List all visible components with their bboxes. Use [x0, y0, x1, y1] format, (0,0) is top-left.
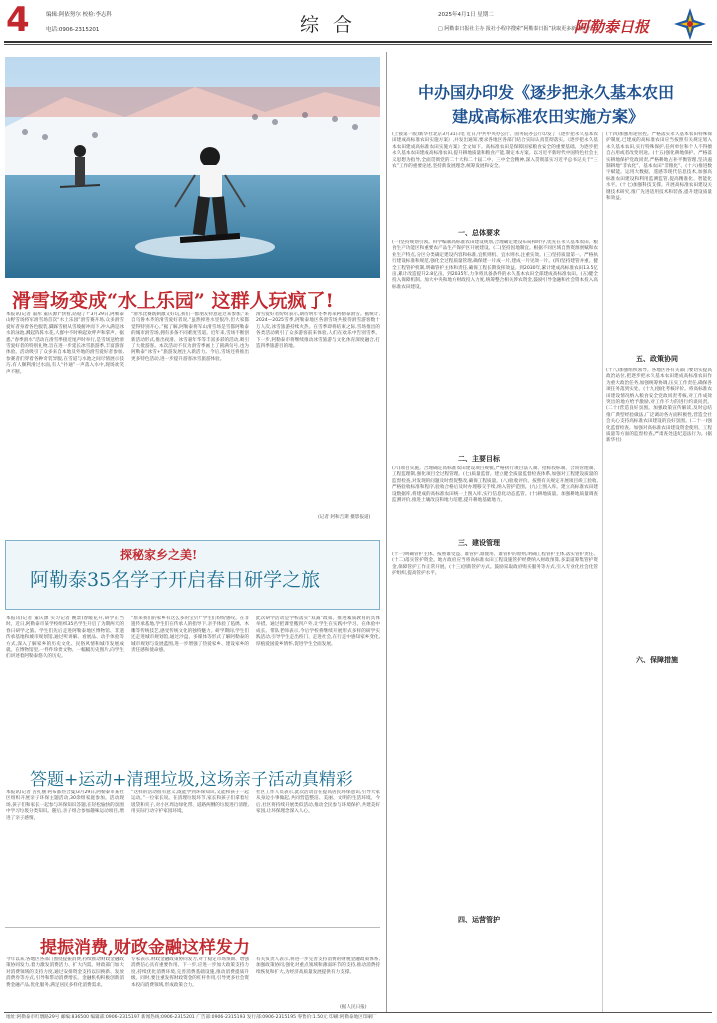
article4-headline: 提振消费,财政金融这样发力: [40, 938, 250, 958]
article2-body-col3: 此次研学活动是学校落实“双减”政策、推进素质教育的具体举措。通过把课堂搬到户外,让学生在实践中学习、在体验中成长。带队老师表示,今后学校将继续开展形式多样的研学实践活动,引导学生走出校门、走进社会,在行走中感知家乡变化,厚植爱国爱乡情怀,促进学生全面发展。: [256, 616, 380, 647]
page-number: 4: [6, 0, 30, 40]
editor-line: 编辑:阿依努尔 校检:李志科: [46, 12, 112, 18]
article4-body-col3: 有关负责人表示,将进一步完善支持消费的财税金融政策体系,加强政策协同,强化对重点领域和薄弱环节的支持,推动消费持续恢复和扩大,为经济高质量发展提供有力支撑。: [256, 957, 380, 975]
main-col1-b: (六)项目实施。合理确定高标准农田建设项目规模,严格执行项目法人制、招标投标制、合同管理制、工程监理制,强化项目全过程管理。(七)质量监督。建立健全质量监督检查体系,加强对工程建设质量的监督检查,对发现的问题及时督促整改,确保工程质量。(八)验收评价。按照有关规定开展项目竣工验收,严格验收标准和程序,验收合格后及时办理移交手续,纳入管护范围。(九)上图入库。建立高标准农田建设数据库,将建成的高标准农田统一上图入库,实行信息化动态监管。(十)耕地质量。加强耕地质量调查监测评价,推进土壤改良和地力培肥,提升耕地基础地力。: [392, 466, 598, 504]
article1-body-col1: 本报讯(记者 董彤 董庆源)“快看,站稳了!”3月29日,阿勒泰山野雪场将军滑雪场首次“水上乐园”滑雪赛开场,众多滑雪爱好者身着各色服装,脚踩雪板从雪坡俯冲而下,冲入满是冰水的泳池,溅起阵阵水花,人群中不时响起欢呼声和掌声。据悉,“春季滑水”活动在滑雪季接近尾声时举行,是雪场送给滑雪爱好者的特别礼物,旨在进一步延长冰雪旅游季,丰富游客体验。活动吸引了众多来自本地及外地的滑雪爱好者参加,参赛者们穿着各种奇装异服,在雪道与水池之间尽情展示技巧,有人顺利滑过水面,有人“扑通”一声落入水中,现场欢笑声不断。: [6, 312, 124, 375]
main-headline-prefix: 中办国办印发: [418, 83, 515, 102]
main-col1-a: (一)坚持规划引领。科学编制高标准农田建设规划,合理确定建设布局和时序,优先在永久基本农田、粮食生产功能区和重要农产品生产保护区开展建设。(二)坚持因地制宜。根据不同区域自然资源禀赋和农业生产特点,分区分类确定建设内容和标准,宜机则机、宜水则水,注重实效。(三)坚持质量第一。严格执行建设标准和规范,强化全过程质量管理,确保建一片成一片,建成一片见效一片。(四)坚持建管并重。健全工程管护机制,明确管护主体和责任,确保工程长期发挥效益。到2030年,累计建成高标准农田13.5亿亩,累计改造提升2.8亿亩。到2035年,力争将具备条件的永久基本农田全部建成高标准农田。(五)健全投入保障机制。加大中央和地方财政投入力度,统筹整合相关涉农资金,鼓励引导金融和社会资本投入高标准农田建设。: [392, 240, 598, 290]
article3-body-col1: 本报讯(记者 古扎丽 阿布都热合曼)3月29日,阿勒泰市某社区组织开展亲子环保主题活动,30余组家庭参加。活动现场,孩子们和家长一起参与环保知识答题,在轻松愉快的氛围中学习垃圾分类知识。随后,亲子组合参加趣味运动项目,增进了亲子感情。: [6, 790, 124, 821]
main-intro: (上接第一版)新华社北京3月31日电 近日,中共中央办公厅、国务院办公厅印发了《逐步把永久基本农田建成高标准农田实施方案》,并发出通知,要求各地区各部门结合实际认真贯彻落实。《逐步把永久基本农田建成高标准农田实施方案》全文如下。高标准农田是保障国家粮食安全的重要基础。为逐步把永久基本农田建成高标准农田,提升耕地质量和粮食产能,制定本方案。以习近平新时代中国特色社会主义思想为指导,全面贯彻党的二十大和二十届二中、三中全会精神,深入贯彻落实习近平总书记关于“三农”工作的重要论述,坚持新发展理念,统筹发展和安全。: [392, 132, 598, 170]
article2-body-col1: 本报讯(记者 董庆源 实习记者 姚景)春暖花开,研学正当时。近日,阿勒泰市某学校组织35名学生开启了为期两天的春日研学之旅。学生们先后走进阿勒泰地区博物馆、非遗传承基地和城市规划馆,通过听讲解、看展品、动手体验等方式,深入了解家乡的历史文化、民俗风情和城市发展成就。在博物馆里,一件件珍贵文物、一幅幅历史图片,向学生们讲述着阿勒泰悠久的历史。: [6, 616, 124, 660]
main-col1-c: (十一)明确管护主体。按照谁受益、谁管护,谁使用、谁管护的原则,明确工程管护主体,落实管护责任。(十二)落实管护资金。地方政府应当将高标准农田工程设施管护经费纳入财政预算,多渠道筹集管护资金,保障管护工作正常开展。(十三)创新管护方式。鼓励采取政府购买服务等方式,引入专业化社会化管护组织,提高管护水平。: [392, 552, 598, 577]
footer-info: 地址:阿勒泰市红墩路29号 邮编:836500 编辑部:0906-2315197 新闻热线:0906-2315201 广告部:0906-2315193 发行部:0906-2315195 零售价:1.50元 印刷:阿勒泰地区印刷厂: [6, 1015, 377, 1020]
news-box: [438, 25, 591, 32]
article1-headline: 滑雪场变成“水上乐园” 这群人玩疯了!: [12, 290, 334, 312]
section-heading-5: 五、政策协同: [636, 355, 678, 363]
section-heading-4: 四、运营管护: [458, 916, 500, 924]
article4-body-col1: 今年以来,各地区各部门围绕提振消费,持续推动财政金融政策协同发力,着力激发消费活力、扩大内需。财政部门加大对消费领域的支持力度,通过安排资金支持以旧换新、发放消费券等方式,引导和带动消费增长。金融机构积极创新消费金融产品,优化服务,满足居民多样化消费需求。: [6, 957, 124, 988]
article3-body-col3: 社区工作人员表示,此次活动旨在提高居民环保意识,引导大家从身边小事做起,共同营造整洁、美丽、文明的生活环境。今后,社区将持续开展类似活动,推动全民参与环境保护,共建美好家园,让环保理念深入人心。: [256, 790, 380, 815]
banner-kicker: 探秘家乡之美!: [120, 548, 198, 562]
newspaper-logo: 阿勒泰日报: [574, 18, 650, 36]
section-heading-6: 六、保障措施: [636, 656, 678, 664]
article1-body-col3: 滑雪爱好者纷纷表示,期待明年冬季再来阿勒泰滑雪。据统计,2024—2025雪季,阿勒泰地区各滑雪场共接待滑雪游客数十万人次,冰雪旅游持续火热。在雪季即将结束之际,雪场推出的各类活动吸引了众多游客前来体验,人们在欢乐中告别雪季。下一步,阿勒泰市将继续推动冰雪旅游与文化体育深度融合,打造四季旅游目的地。: [256, 312, 380, 350]
main-col2-a: (十四)加强用途管控。严格落实永久基本农田特殊保护制度,已建成的高标准农田应当按照有关规定划入永久基本农田,实行特殊保护,任何单位和个人不得擅自占用或者改变用途。(十五)强化耕地保护。严格落实耕地保护党政同责,严格耕地占补平衡管理,坚决遏制耕地“非农化”、基本农田“非粮化”。(十六)推进数字赋能。运用大数据、遥感等现代信息技术,加强高标准农田建设和利用监测监管,提高精准化、智能化水平。(十七)加强科技支撑。开展高标准农田建设关键技术研究,推广先进适用技术和装备,提升建设质量和效益。: [606, 132, 712, 202]
section-heading-3: 三、建设管理: [458, 539, 500, 547]
main-headline-line1: [418, 80, 674, 103]
section-heading-1: 一、总体要求: [458, 229, 500, 237]
banner-headline: 阿勒泰35名学子开启春日研学之旅: [30, 569, 321, 591]
logo-emblem-icon: [672, 6, 708, 42]
main-headline-rest: 《逐步把永久基本农田: [514, 83, 675, 102]
article3-headline: 答题+运动+清理垃圾,这场亲子活动真精彩: [30, 770, 353, 790]
main-headline-line2: 建成高标准农田实施方案》: [452, 107, 645, 126]
main-col2-b: (十八)加强组织领导。各地区各有关部门要切实提高政治站位,把逐步把永久基本农田建成高标准农田作为重大政治任务,加强统筹协调,压实工作责任,确保各项任务落到实处。(十九)强化考核评价。将高标准农田建设情况纳入粮食安全党政同责考核,对工作成效突出的地方给予激励,对工作不力的进行约谈问责。(二十)营造良好氛围。加强政策宣传解读,及时总结推广典型经验做法,广泛调动各方面积极性,营造全社会关心支持高标准农田建设的良好氛围。(二十一)强化监督检查。加强对高标准农田建设资金使用、工程质量等方面的监督检查,严肃查处违纪违法行为。(据新华社): [606, 368, 712, 444]
news-box-mark: □: [438, 26, 443, 32]
section-title: 综 合: [300, 14, 357, 36]
article4-body-col2: 专家表示,财政金融政策协同发力,对于稳定市场预期、增强消费信心具有重要作用。下一步,应进一步加大政策支持力度,持续优化消费环境,完善消费基础设施,推动消费提质升级。同时,要注重发挥财政资金的杠杆作用,引导更多社会资本投向消费领域,形成政策合力。: [131, 957, 249, 988]
article4-credit: (据人民日报): [340, 1005, 367, 1010]
section-heading-2: 二、主要目标: [458, 455, 500, 463]
news-box-text: 阿勒泰日报社主办 报社小程序搜索“阿勒泰日报”获取更多新闻资讯: [444, 26, 592, 32]
article3-body-col2: “这样的活动很有意义,既能学到环保知识,又能和孩子一起运动。”一位家长说。在清理垃圾环节,家长和孩子们拿着垃圾袋和夹子,对小区周边绿化带、道路两侧的垃圾进行清理,用实际行动守护家园环境。: [131, 790, 249, 815]
phone-line: 电话:0906-2315201: [46, 27, 100, 33]
date-line: 2025年4月1日 星期二: [438, 12, 494, 18]
article2-body-col2: “原来我们的家乡有这么多的宝贝!”学生们纷纷感叹。在非遗传承基地,学生们在传承人的指导下,亲手体验了毡绣、木雕等传统技艺,感受传统文化的独特魅力。研学期间,学生们还走进城市规划馆,通过沙盘、多媒体等形式了解阿勒泰的城市规划与发展蓝图,进一步增强了热爱家乡、建设家乡的责任感和使命感。: [131, 616, 249, 654]
ski-photo: [5, 57, 380, 278]
article1-credit: (记者 阿和吉斯 摄影报道): [318, 515, 371, 520]
article1-body-col2: “滑水比赛既刺激又好玩,我们一群朋友特意赶过来参加,”来自乌鲁木齐的滑雪爱好者说,“虽然掉进水里很冷,但大家都觉得特别开心。”据了解,阿勒泰将军山滑雪场是雪都阿勒泰的城市滑雪场,拥有多条不同难度雪道。近年来,雪场不断创新活动形式,推出夜滑、冰雪嘉年华等丰富多彩的活动,吸引了大批游客。本次活动不仅为滑雪季画上了圆满句号,也为阿勒泰“冰雪+”旅游发展注入新活力。今后,雪场还将推出更多特色活动,进一步提升游客冰雪旅游体验。: [131, 312, 249, 362]
